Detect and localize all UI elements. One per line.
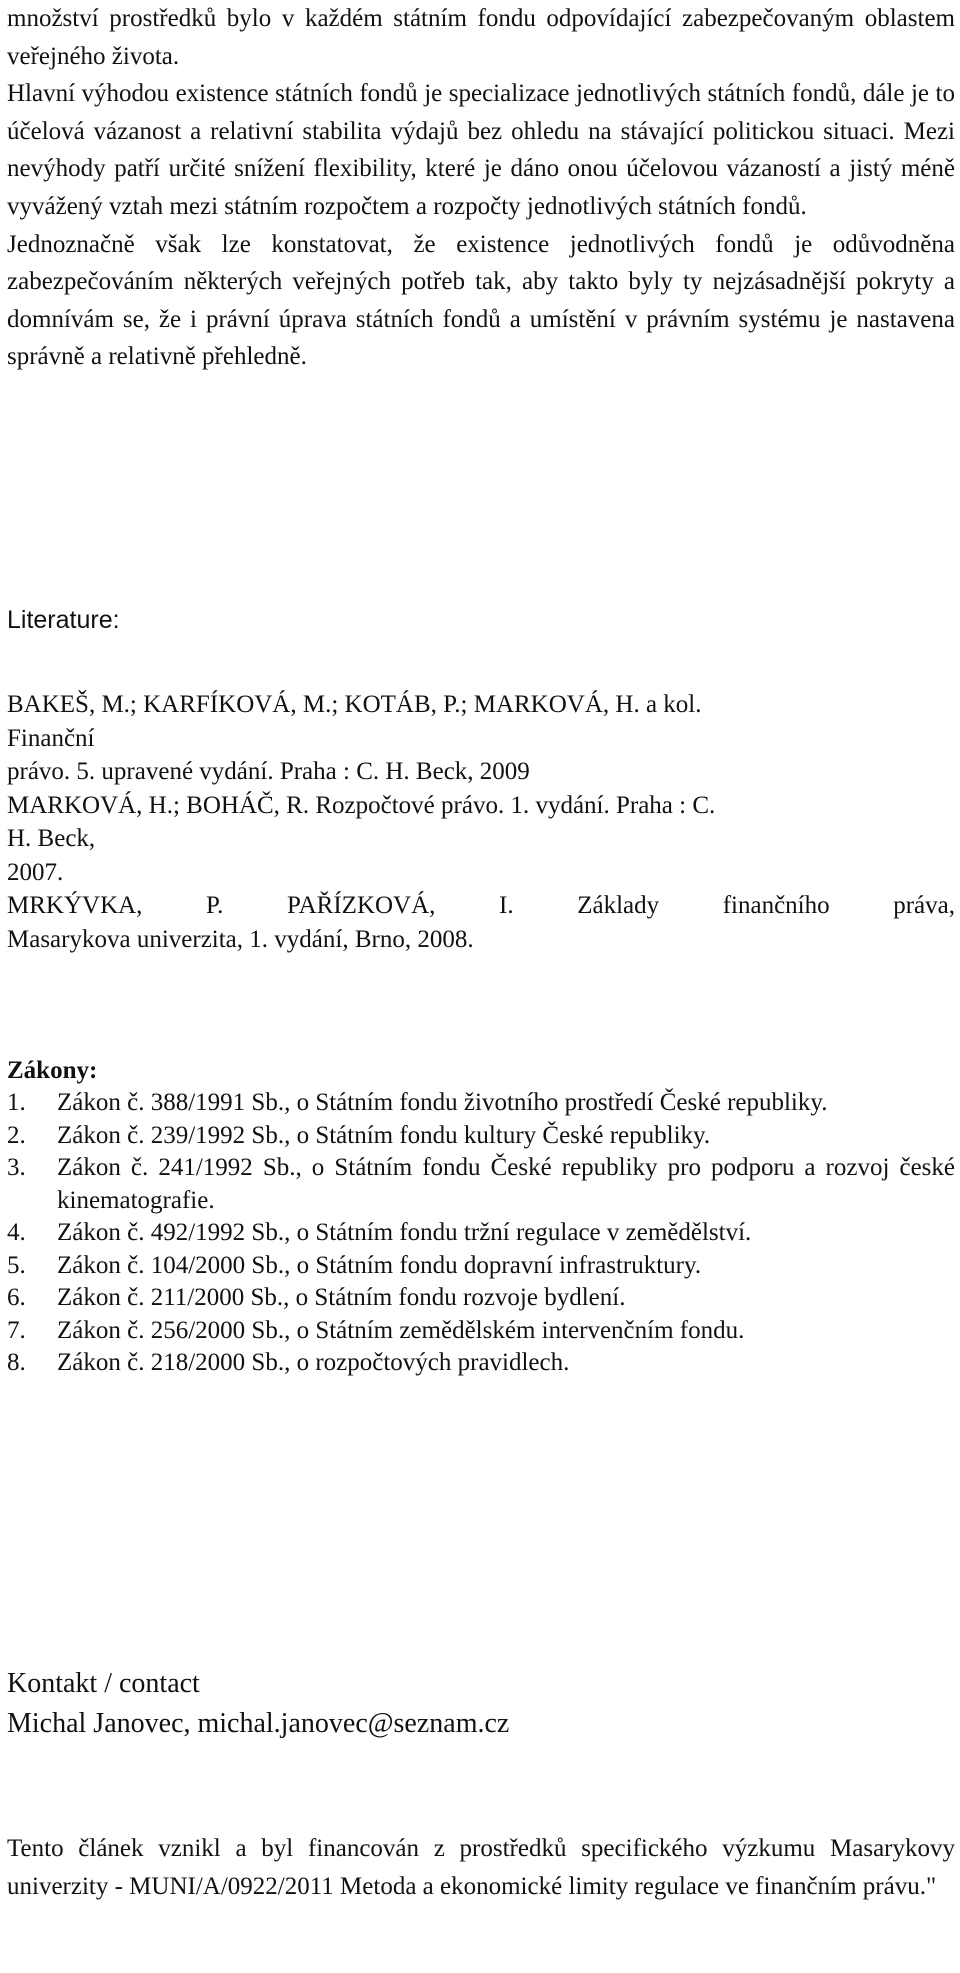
law-text: Zákon č. 104/2000 Sb., o Státním fondu dopravní infrastruktury. xyxy=(57,1251,702,1279)
literature-item-line: MARKOVÁ, H.; BOHÁČ, R. Rozpočtové právo. 1. vydání. Praha : C. xyxy=(7,791,716,819)
law-text: Zákon č. 218/2000 Sb., o rozpočtových pravidlech. xyxy=(57,1349,570,1376)
law-number: 8. xyxy=(7,1349,26,1376)
funding-note: Tento článek vznikl a byl financován z prostředků specifického výzkumu Masarykovy univerzity - MUNI/A/0922/2011 Metoda a ekonomické limity regulace ve finančním právu." xyxy=(7,1835,955,1900)
law-item xyxy=(7,1250,955,1283)
law-item xyxy=(7,1152,955,1217)
literature-item-line: MRKÝVKA, P. PAŘÍZKOVÁ, I. Základy finančního práva, xyxy=(7,892,955,919)
law-text: Zákon č. 492/1992 Sb., o Státním fondu tržní regulace v zemědělství. xyxy=(57,1219,752,1246)
literature-item-line: BAKEŠ, M.; KARFÍKOVÁ, M.; KOTÁB, P.; MARKOVÁ, H. a kol. xyxy=(7,691,702,718)
law-number: 5. xyxy=(7,1251,26,1279)
paragraph-2: Hlavní výhodou existence státních fondů je specializace jednotlivých státních fondů, dále je to účelová vázanost a relativní stabilita výdajů bez ohledu na stávající politickou situaci. Mezi nevýhody patří určité snížení flexibility, které je dáno onou účelovou vázaností a jistý méně vyvážený vztah mezi státním rozpočtem a rozpočty jednotlivých státních fondů. xyxy=(7,80,955,220)
law-text: Zákon č. 256/2000 Sb., o Státním zemědělském intervenčním fondu. xyxy=(57,1316,745,1344)
law-item xyxy=(7,1347,955,1380)
law-text: Zákon č. 239/1992 Sb., o Státním fondu kultury České republiky. xyxy=(57,1121,711,1149)
literature-item-line: Masarykova univerzita, 1. vydání, Brno, 2008. xyxy=(7,925,474,953)
contact-block xyxy=(7,1664,955,1744)
literature-item-line: právo. 5. upravené vydání. Praha : C. H. Beck, 2009 xyxy=(7,758,530,785)
law-item xyxy=(7,1217,955,1250)
law-item xyxy=(7,1087,955,1120)
law-number: 2. xyxy=(7,1121,26,1149)
law-text: Zákon č. 388/1991 Sb., o Státním fondu životního prostředí České republiky. xyxy=(57,1089,828,1116)
law-number: 7. xyxy=(7,1316,26,1344)
law-text: Zákon č. 241/1992 Sb., o Státním fondu České republiky pro podporu a rozvoj české kinematografie. xyxy=(57,1154,955,1214)
law-item xyxy=(7,1315,955,1348)
document-page xyxy=(7,0,955,1900)
literature-item-line: H. Beck, xyxy=(7,825,96,852)
literature-heading: Literature: xyxy=(7,606,120,634)
laws-heading: Zákony: xyxy=(7,1057,98,1084)
literature-item xyxy=(7,889,955,956)
law-item xyxy=(7,1282,955,1315)
literature-item xyxy=(7,789,955,890)
paragraph-1: množství prostředků bylo v každém státním fondu odpovídající zabezpečovaným oblastem veřejného života. xyxy=(7,5,955,70)
literature-item-line: 2007. xyxy=(7,858,64,886)
paragraph-3: Jednoznačně však lze konstatovat, že existence jednotlivých fondů je odůvodněna zabezpečováním některých veřejných potřeb tak, aby takto byly ty nejzásadnější pokryty a domnívám se, že i právní úprava státních fondů a umístění v právním systému je nastavena správně a relativně přehledně. xyxy=(7,230,955,371)
literature-list xyxy=(7,688,955,956)
law-item xyxy=(7,1120,955,1153)
literature-item-line: Finanční xyxy=(7,724,95,752)
law-number: 4. xyxy=(7,1219,26,1246)
law-number: 3. xyxy=(7,1154,26,1181)
literature-item xyxy=(7,688,955,789)
contact-line: Michal Janovec, michal.janovec@seznam.cz xyxy=(7,1708,510,1739)
law-text: Zákon č. 211/2000 Sb., o Státním fondu rozvoje bydlení. xyxy=(57,1284,626,1311)
laws-list xyxy=(7,1087,955,1380)
law-number: 1. xyxy=(7,1089,26,1116)
contact-heading: Kontakt / contact xyxy=(7,1668,200,1699)
law-number: 6. xyxy=(7,1284,26,1311)
